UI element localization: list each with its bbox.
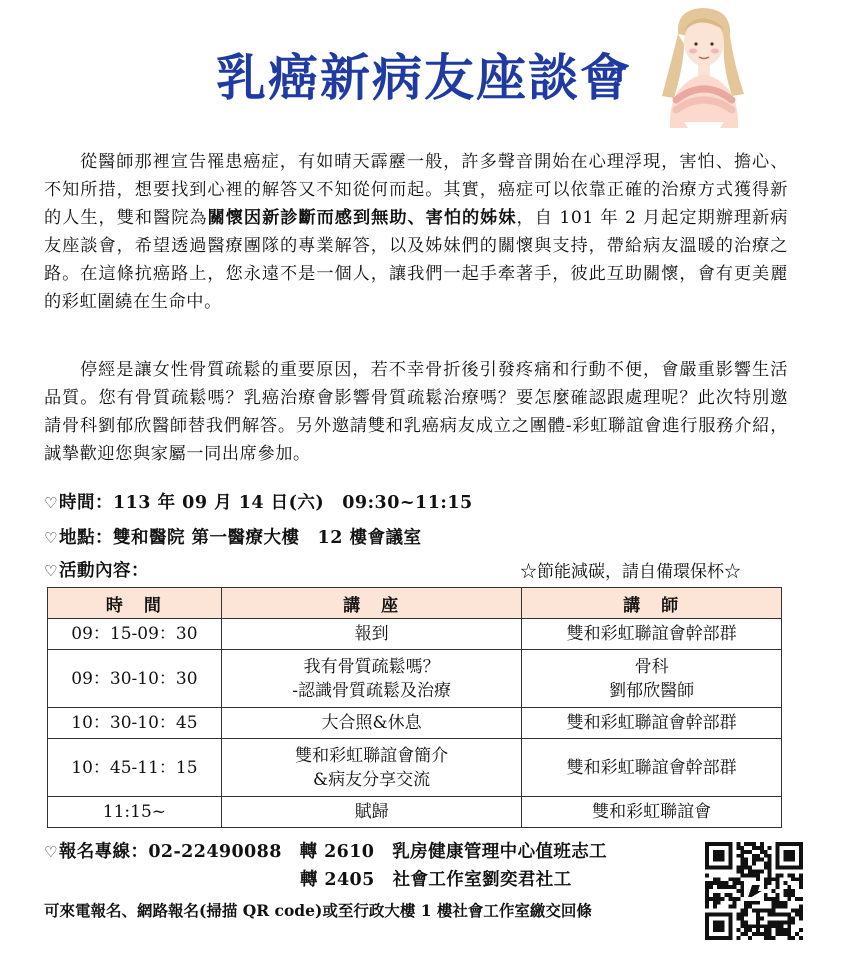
- table-row: [48, 797, 782, 828]
- qr-code-icon[interactable]: [705, 842, 803, 940]
- cell-topic: [221, 739, 522, 797]
- speaker-line: 雙和彩虹聯誼會: [592, 802, 712, 822]
- header-speaker: 講 師: [522, 588, 782, 619]
- topic-paragraph: [44, 356, 788, 468]
- schedule-table: [47, 587, 782, 828]
- intro-paragraph: [44, 148, 788, 316]
- intro-text-2: ，自 101 年 2 月起定期辦理新病友座談會，希望透過醫療團隊的專業解答，以及姊妹們的關懷與支持，帶給病友溫暖的治療之路。在這條抗癌路上，您永遠不是一個人，讓我們一起手牽著手，彼此互助關懷，會有更美麗的彩虹圍繞在生命中。: [44, 208, 789, 312]
- heart-icon: ♡: [44, 562, 58, 580]
- topic-line: &病友分享交流: [313, 769, 431, 790]
- cell-topic: [221, 650, 522, 708]
- registration-line-1: [44, 838, 607, 863]
- topic-line: -認識骨質疏鬆及治療: [292, 680, 451, 701]
- header-time: 時 間: [48, 588, 222, 619]
- event-content-text: 活動內容：: [58, 561, 149, 581]
- heart-icon: ♡: [44, 529, 58, 547]
- intro-text-1: 從醫師那裡宣告罹患癌症，有如晴天霹靂一般，許多聲音開始在心理浮現，害怕、擔心、不知所措，想要找到心裡的解答又不知從何而起。其實，癌症可以依靠正確的治療方式獲得新的人生，雙和醫院為: [44, 152, 788, 228]
- cell-topic: [221, 619, 522, 650]
- event-place-text: 地點：雙和醫院 第一醫療大樓 12 樓會議室: [58, 528, 422, 548]
- intro-bold-text: 關懷因新診斷而感到無助、害怕的姊妹: [207, 208, 517, 228]
- topic-text: 停經是讓女性骨質疏鬆的重要原因，若不幸骨折後引發疼痛和行動不便，會嚴重影響生活品質。您有骨質疏鬆嗎？乳癌治療會影響骨質疏鬆治療嗎？要怎麼確認跟處理呢？此次特別邀請骨科劉郁欣醫師替我們解答。另外邀請雙和乳癌病友成立之團體-彩虹聯誼會進行服務介紹，誠摯歡迎您與家屬一同出席參加。: [44, 360, 788, 464]
- cell-time: 09：15-09：30: [48, 619, 222, 650]
- speaker-line: 雙和彩虹聯誼會幹部群: [566, 713, 737, 733]
- table-row: [48, 619, 782, 650]
- speaker-line: 骨科: [634, 656, 669, 677]
- cell-speaker: [522, 739, 782, 797]
- heart-icon: ♡: [44, 494, 58, 512]
- topic-line: 賦歸: [354, 802, 389, 822]
- qr-center-logo: [744, 881, 764, 901]
- cell-topic: [221, 797, 522, 828]
- header-topic: 講 座: [221, 588, 522, 619]
- speaker-line: 雙和彩虹聯誼會幹部群: [566, 757, 737, 778]
- topic-line: 報到: [354, 624, 389, 644]
- cell-time: 09：30-10：30: [48, 650, 222, 708]
- topic-line: 雙和彩虹聯誼會簡介: [295, 745, 449, 766]
- table-row: [48, 739, 782, 797]
- speaker-line: 劉郁欣醫師: [609, 680, 695, 701]
- topic-line: 我有骨質疏鬆嗎？: [303, 656, 440, 677]
- cell-speaker: [522, 797, 782, 828]
- event-content-label: [44, 557, 149, 582]
- event-time: [44, 489, 473, 514]
- cell-speaker: [522, 708, 782, 739]
- page-title: 乳癌新病友座談會: [216, 49, 632, 107]
- cell-time: 10：30-10：45: [48, 708, 222, 739]
- cell-speaker: [522, 619, 782, 650]
- speaker-line: 雙和彩虹聯誼會幹部群: [566, 624, 737, 644]
- cell-topic: [221, 708, 522, 739]
- table-row: [48, 650, 782, 708]
- eco-note: ☆節能減碳，請自備環保杯☆: [520, 562, 741, 582]
- registration-line-2: 轉 2405 社會工作室劉奕君社工: [300, 870, 572, 890]
- registration-text-1: 報名專線：02-22490088 轉 2610 乳房健康管理中心值班志工: [58, 842, 608, 862]
- table-header-row: [48, 588, 782, 619]
- table-row: [48, 708, 782, 739]
- cell-time: 11:15~: [48, 797, 222, 828]
- woman-illustration: [648, 4, 758, 128]
- cell-time: 10：45-11：15: [48, 739, 222, 797]
- registration-footer: 可來電報名、網路報名(掃描 QR code)或至行政大樓 1 樓社會工作室繳交回條: [44, 901, 592, 920]
- event-time-text: 時間：113 年 09 月 14 日(六) 09:30~11:15: [58, 493, 473, 513]
- cell-speaker: [522, 650, 782, 708]
- event-place: [44, 524, 422, 549]
- heart-icon: ♡: [44, 843, 58, 861]
- topic-line: 大合照&休息: [321, 713, 422, 733]
